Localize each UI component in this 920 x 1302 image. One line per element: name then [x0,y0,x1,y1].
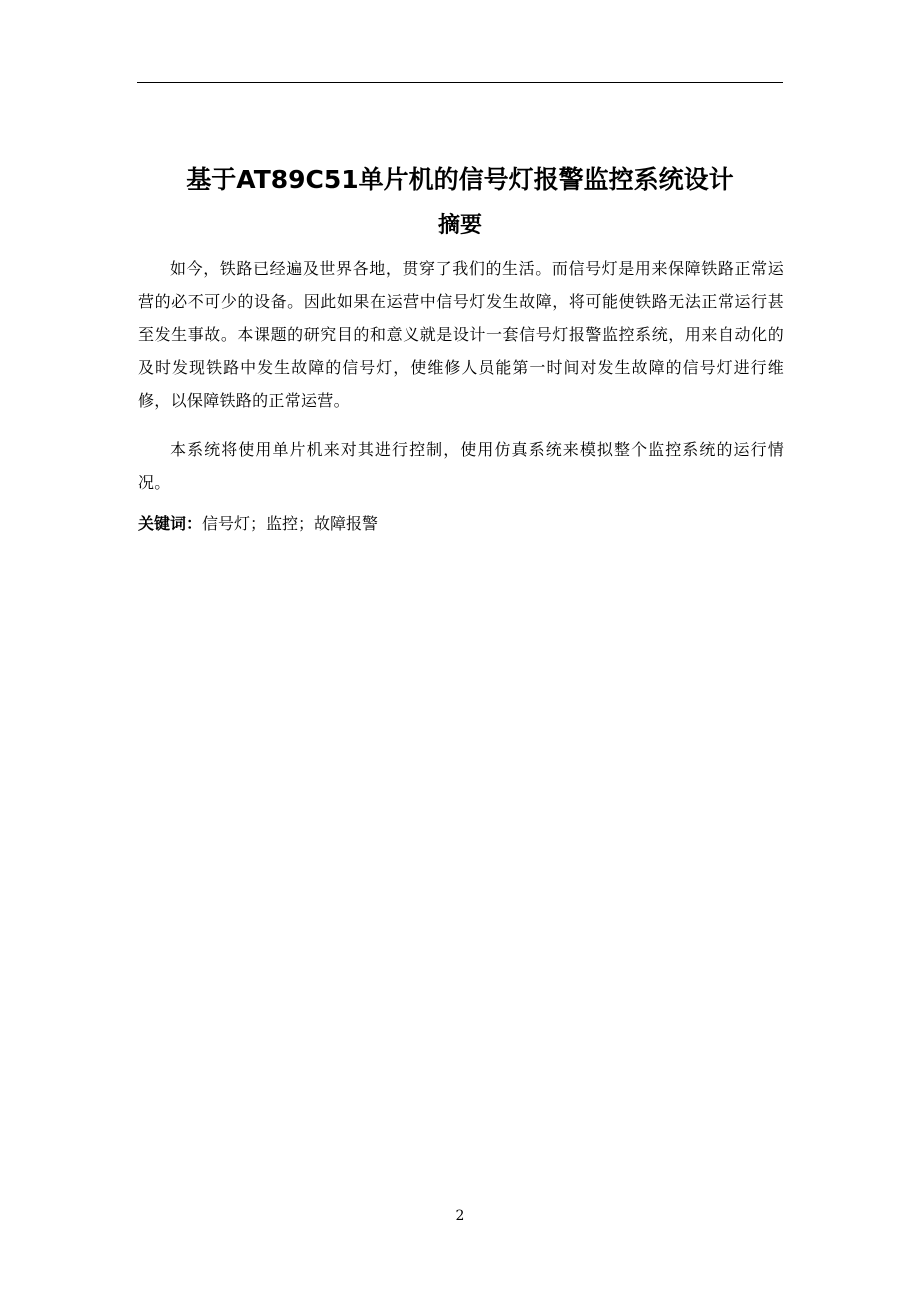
keywords-line [138,507,784,540]
document-title: 基于AT89C51单片机的信号灯报警监控系统设计 [186,165,734,194]
keywords-label: 关键词： [138,514,203,533]
page-number: 2 [455,1208,465,1224]
abstract-paragraph-2: 本系统将使用单片机来对其进行控制，使用仿真系统来模拟整个监控系统的运行情况。 [138,440,784,492]
keywords-value: 信号灯；监控；故障报警 [202,514,379,533]
header-rule [137,82,783,83]
abstract-paragraph-1: 如今，铁路已经遍及世界各地，贯穿了我们的生活。而信号灯是用来保障铁路正常运营的必不可少的设备。因此如果在运营中信号灯发生故障，将可能使铁路无法正常运行甚至发生事故。本课题的研究目的和意义就是设计一套信号灯报警监控系统，用来自动化的及时发现铁路中发生故障的信号灯，使维修人员能第一时间对发生故障的信号灯进行维修，以保障铁路的正常运营。 [138,259,784,410]
abstract-heading: 摘要 [437,213,482,238]
